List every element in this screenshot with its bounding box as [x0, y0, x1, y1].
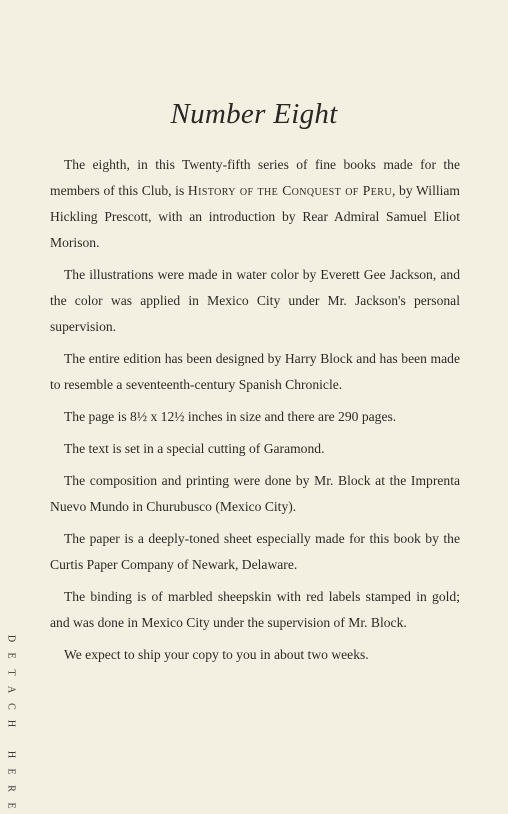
paragraph-typeface: The text is set in a special cutting of Garamond.	[64, 441, 325, 456]
paragraph-page-size: The page is 8½ x 12½ inches in size and there are 290 pages.	[64, 409, 397, 424]
book-title: History of the Conquest of Peru	[187, 183, 392, 198]
page-title: Number Eight	[170, 98, 338, 130]
paragraph-design: The entire edition has been designed by Harry Block and has been made to resemble a seventeenth-century Spanish Chronicle.	[50, 351, 460, 392]
margin-letter: E	[5, 802, 17, 809]
margin-letter: H	[5, 719, 17, 728]
margin-letter: D	[5, 634, 17, 643]
paragraph-text: , by William Hickling Prescott, with an introduction by Rear Admiral Samuel Eliot Morison.	[50, 183, 461, 250]
paragraph-paper: The paper is a deeply-toned sheet especially made for this book by the Curtis Paper Company of Newark, Delaware.	[50, 531, 460, 572]
detach-here-margin-note	[3, 630, 19, 814]
paragraph-printing: The composition and printing were done by Mr. Block at the Imprenta Nuevo Mundo in Churubusco (Mexico City).	[50, 473, 460, 514]
paragraph-shipping: We expect to ship your copy to you in about two weeks.	[64, 647, 369, 662]
margin-letter: E	[5, 652, 17, 659]
margin-letter: H	[5, 750, 17, 759]
paragraph-book-announcement	[50, 152, 460, 256]
margin-letter: T	[5, 669, 17, 676]
margin-letter: E	[5, 768, 17, 775]
margin-letter: A	[5, 685, 17, 694]
body-text	[50, 152, 460, 674]
paragraph-illustrations: The illustrations were made in water color by Everett Gee Jackson, and the color was applied in Mexico City under Mr. Jackson's personal supervision.	[50, 267, 460, 334]
margin-word-gap	[3, 732, 19, 746]
paragraph-text: The eighth, in this Twenty-fifth series of fine books made for the members of this Club, is	[50, 157, 460, 198]
margin-letter: C	[5, 703, 17, 710]
margin-letter: R	[5, 785, 17, 792]
paragraph-binding: The binding is of marbled sheepskin with red labels stamped in gold; and was done in Mexico City under the supervision of Mr. Block.	[50, 589, 460, 630]
